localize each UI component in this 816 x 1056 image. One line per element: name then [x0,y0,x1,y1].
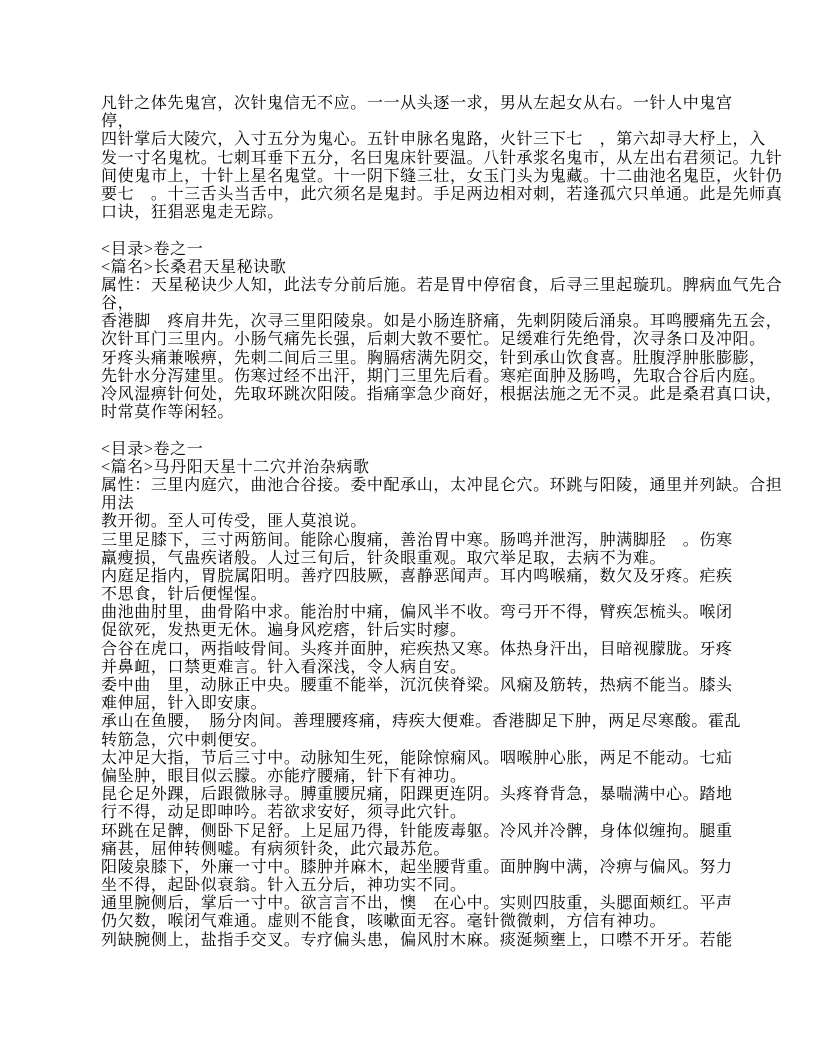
text-line: 坐不得，起卧似衰翁。针入五分后，神功实不同。 [101,877,467,895]
text-line: 四针掌后大陵穴，入寸五分为鬼心。五针申脉名鬼路，火针三下七 ，第六却寻大杼上，入 [101,131,766,149]
text-line: 属性：三里内庭穴，曲池合谷接。委中配承山，太冲昆仑穴。环跳与阳陵，通里并列缺。合担 [101,476,783,494]
text-line: 转筋急，穴中刺便安。 [101,731,268,749]
text-line: 合谷在虎口，两指岐骨间。头疼并面肿，疟疾热又寒。体热身汗出，目暗视朦胧。牙疼 [101,640,733,658]
text-block [101,95,783,950]
text-line: 冷风湿痹针何处，先取环跳次阳陵。指痛挛急少商好，根据法施之无不灵。此是桑君真口诀， [101,386,783,403]
text-line: 曲池曲肘里，曲骨陷中求。能治肘中痛，偏风半不收。弯弓开不得，臂疾怎梳头。喉闭 [101,604,733,622]
text-line: 偏坠肿，眼目似云朦。亦能疗腰痛，针下有神功。 [101,767,467,785]
text-line: 口诀，狂猖恶鬼走无踪。 [101,204,284,222]
text-line: 谷， [101,295,135,313]
text-line: 凡针之体先鬼宫，次针鬼信无不应。一一从头逐一求，男从左起女从右。一针人中鬼宫 [101,95,733,112]
section-changsangjun-tianxing-secret-song [101,240,783,423]
text-line: 仍欠数，喉闭气难通。虚则不能食，咳嗽面无容。毫针微微刺，方信有神功。 [101,913,667,931]
text-line: 三里足膝下，三寸两筋间。能除心腹痛，善治胃中寒。肠鸣并泄泻，肿满脚胫 。伤寒 [101,531,733,549]
section-madanyang-twelve-points-song [101,440,783,950]
text-line: 时常莫作等闲轻。 [101,404,234,422]
text-line: 昆仑足外踝，后跟微脉寻。膊重腰尻痛，阳踝更连阴。头疼脊背急，暴喘满中心。踏地 [101,786,733,804]
text-line: 牙疼头痛兼喉痹，先刺二间后三里。胸膈痞满先阴交，针到承山饮食喜。肚腹浮肿胀膨膨， [101,349,766,367]
text-line: 羸瘦损，气蛊疾诸般。人过三旬后，针灸眼重观。取穴举足取，去病不为难。 [101,549,667,567]
text-line: 不思食，针后便惺惺。 [101,586,268,604]
text-line: 痛甚，屈伸转侧嘘。有病须针灸，此穴最苏危。 [101,840,451,858]
text-line: 环跳在足髀，侧卧下足舒。上足屈乃得，针能废毒躯。冷风并冷髀，身体似缠拘。腿重 [101,822,733,840]
text-line: <篇名>马丹阳天星十二穴并治杂病歌 [101,458,370,476]
text-line: 行不得，动足即呻吟。若欲求安好，须寻此穴针。 [101,804,467,822]
section-thirteen-ghost-points-song [101,95,783,222]
text-line: 承山在鱼腰， 肠分肉间。善理腰疼痛，痔疾大便难。香港脚足下肿，两足尽寒酸。霍乱 [101,713,742,731]
text-line: 用法 [101,495,135,513]
text-line: 先针水分泻建里。伤寒过经不出汗，期门三里先后看。寒疟面肿及肠鸣，先取合谷后内庭。 [101,367,766,385]
text-line: 内庭足指内，胃脘属阳明。善疗四肢厥，喜静恶闻声。耳内鸣喉痛，数欠及牙疼。疟疾 [101,567,733,585]
text-line: 通里腕侧后，掌后一寸中。欲言言不出，懊 在心中。实则四肢重，头腮面颊红。平声 [101,895,733,913]
text-line: 委中曲 里，动脉正中央。腰重不能举，沉沉侠脊梁。风痫及筋转，热病不能当。膝头 [101,677,733,694]
text-line: <目录>卷之一 [101,440,204,458]
text-line: 列缺腕侧上，盐指手交叉。专疗偏头患，偏风肘木麻。痰涎频壅上，口噤不开牙。若能 [101,931,733,949]
text-line: <目录>卷之一 [101,240,204,258]
text-line: 太冲足大指，节后三寸中。动脉知生死，能除惊痫风。咽喉肿心胀，两足不能动。七疝 [101,749,733,767]
text-line: 停， [101,113,135,131]
text-line: <篇名>长桑君天星秘诀歌 [101,258,287,276]
text-line: 教开彻。至人可传受，匪人莫浪说。 [101,513,367,531]
text-line: 难伸屈，针入即安康。 [101,695,268,713]
text-line: 发一寸名鬼枕。七刺耳垂下五分，名曰鬼床针要温。八针承浆名鬼市，从左出右君须记。九针 [101,149,783,167]
text-line: 要七 。十三舌头当舌中，此穴须名是鬼封。手足两边相对刺，若逢孤穴只单通。此是先师真 [101,185,783,203]
text-line: 属性：天星秘诀少人知，此法专分前后施。若是胃中停宿食，后寻三里起璇玑。脾病血气先合 [101,276,783,294]
text-line: 阳陵泉膝下，外廉一寸中。膝肿并麻木，起坐腰背重。面肿胸中满，冷痹与偏风。努力 [101,858,733,876]
text-line: 间使鬼市上，十针上星名鬼堂。十一阴下缝三壮，女玉门头为鬼藏。十二曲池名鬼臣，火针仍 [101,167,783,185]
text-line: 香港脚 疼肩井先，次寻三里阳陵泉。如是小肠连脐痛，先刺阴陵后涌泉。耳鸣腰痛先五会， [101,313,783,331]
text-line: 促欲死，发热更无休。遍身风疙瘩，针后实时瘳。 [101,622,467,640]
text-line: 并鼻衄，口禁更难言。针入看深浅，令人病自安。 [101,658,467,676]
text-line: 次针耳门三里内。小肠气痛先长强，后刺大敦不要忙。足缓难行先绝骨，次寻条口及冲阳。 [101,331,766,349]
